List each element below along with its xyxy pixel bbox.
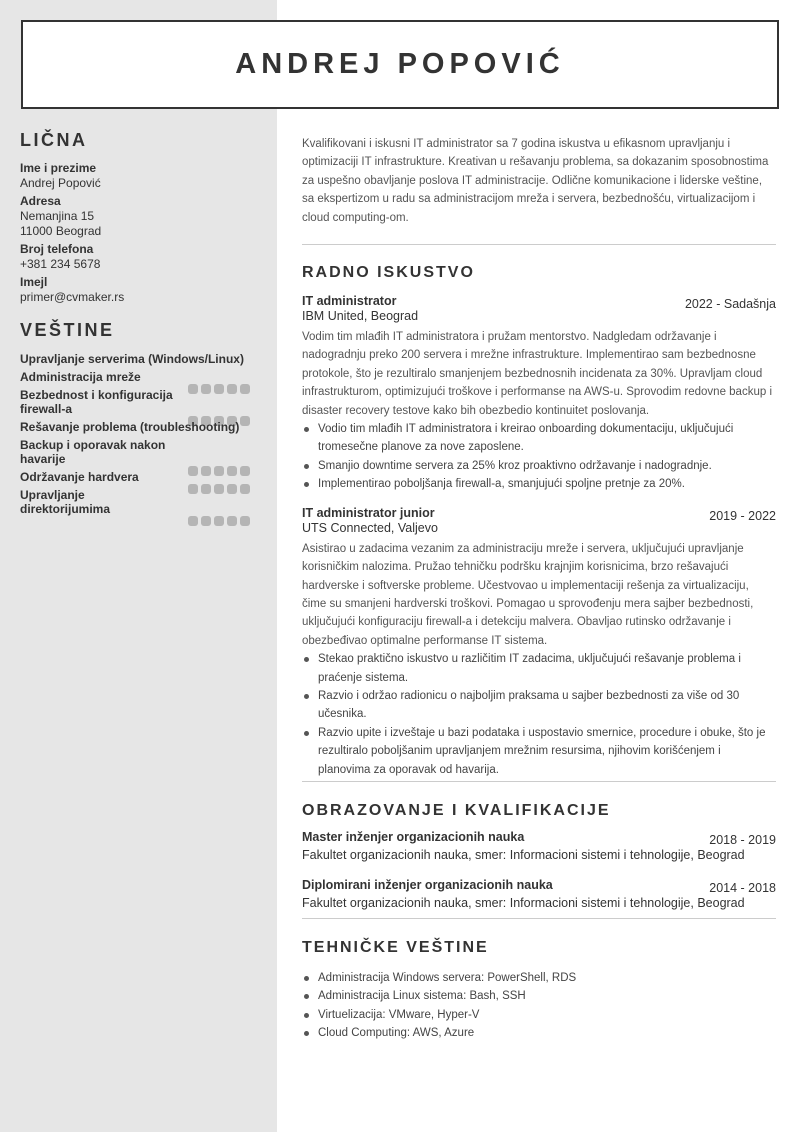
section-divider xyxy=(302,918,776,919)
rating-dot-icon xyxy=(188,466,198,476)
rating-dot-icon xyxy=(214,516,224,526)
job-header xyxy=(302,506,776,536)
skill-name: Bezbednost i konfiguracija firewall-a xyxy=(20,388,173,416)
list-item: Implementirao poboljšanja firewall-a, smanjujući spoljne pretnje za 20%. xyxy=(302,475,776,493)
education-entry xyxy=(302,878,776,910)
personal-label: Broj telefona xyxy=(20,242,94,256)
education-header xyxy=(302,878,776,896)
tech-skills-section-title: TEHNIČKE VEŠTINE xyxy=(302,938,489,956)
skills-list xyxy=(20,352,260,516)
skill-rating xyxy=(188,466,250,476)
skill-item xyxy=(20,438,260,466)
experience-section-title: RADNO ISKUSTVO xyxy=(302,264,475,282)
job-description: Vodim tim mlađih IT administratora i pružam mentorstvo. Nadgledam održavanje i nadogradnju preko 200 servera i mrežne infrastrukture. Implementirao sam bezbednosne protokole, što je rezultiralo smanjenjem bezbednosnih incidenata za 30%. Upravljam cloud infrastrukturom, optimizujući troškove i performanse na AWS-u. Sprovodim redovne backup i disaster recovery testove kako bih obezbedio kontinuitet poslovanja. xyxy=(302,331,772,417)
education-dates: 2018 - 2019 xyxy=(709,832,776,847)
personal-label: Ime i prezime xyxy=(20,161,97,175)
skill-name: Backup i oporavak nakon havarije xyxy=(20,438,166,466)
skill-rating xyxy=(188,484,250,494)
job-achievements xyxy=(302,420,776,494)
rating-dot-icon xyxy=(214,384,224,394)
job-header xyxy=(302,294,776,324)
skill-rating xyxy=(188,384,250,394)
list-item: Razvio upite i izveštaje u bazi podataka i uspostavio smernice, procedure i obuke, što je rezultiralo poboljšanim upravljanjem mrežnim resursima, njihovim korišćenjem i planovima za oporavak od havarija. xyxy=(302,724,776,779)
personal-value-name: Andrej Popović xyxy=(20,176,101,190)
skill-name: Održavanje hardvera xyxy=(20,470,139,484)
candidate-name: ANDREJ POPOVIĆ xyxy=(235,48,565,80)
personal-info xyxy=(20,161,260,305)
list-item: Razvio i održao radionicu o najboljim praksama u sajber bezbednosti za više od 30 učesnika. xyxy=(302,687,776,724)
education-school: Fakultet organizacionih nauka, smer: Informacioni sistemi i tehnologije, Beograd xyxy=(302,895,745,910)
rating-dot-icon xyxy=(227,384,237,394)
rating-dot-icon xyxy=(240,466,250,476)
job-title: IT administrator junior xyxy=(302,505,435,520)
profile-summary: Kvalifikovani i iskusni IT administrator sa 7 godina iskustva u efikasnom upravljanju i optimizaciji IT infrastrukture. Kreativan u rešavanju problema, sa dokazanim sposobnostima za uspešno obavljanje poslova IT administracije. Odlične komunikacione i liderske veštine, sa ekspertizom u radu sa administracijom mreža i servera, bezbednošću, virtualizacijom i cloud computing-om. xyxy=(302,138,769,224)
name-header xyxy=(21,20,779,109)
skill-item xyxy=(20,352,260,366)
education-degree: Diplomirani inženjer organizacionih nauka xyxy=(302,877,553,892)
section-divider xyxy=(302,781,776,782)
rating-dot-icon xyxy=(214,466,224,476)
personal-value-phone: +381 234 5678 xyxy=(20,257,101,271)
personal-label: Imejl xyxy=(20,275,48,289)
rating-dot-icon xyxy=(240,484,250,494)
list-item: Stekao praktično iskustvo u različitim IT zadacima, uključujući rešavanje problema i praćenje sistema. xyxy=(302,650,776,687)
education-school: Fakultet organizacionih nauka, smer: Informacioni sistemi i tehnologije, Beograd xyxy=(302,847,745,862)
rating-dot-icon xyxy=(227,484,237,494)
job-company: IBM United, Beograd xyxy=(302,309,419,324)
skill-name: Rešavanje problema (troubleshooting) xyxy=(20,420,240,434)
job-title-group xyxy=(302,506,438,536)
skill-item xyxy=(20,420,260,434)
personal-value-email: primer@cvmaker.rs xyxy=(20,290,125,304)
job-achievements xyxy=(302,650,776,779)
skill-name: Administracija mreže xyxy=(20,370,141,384)
list-item: Administracija Windows servera: PowerShell, RDS xyxy=(302,969,776,987)
rating-dot-icon xyxy=(201,466,211,476)
job-dates: 2019 - 2022 xyxy=(709,508,776,523)
rating-dot-icon xyxy=(201,516,211,526)
rating-dot-icon xyxy=(227,516,237,526)
education-entry xyxy=(302,830,776,862)
rating-dot-icon xyxy=(201,484,211,494)
job-company: UTS Connected, Valjevo xyxy=(302,520,438,535)
section-divider xyxy=(302,244,776,245)
education-header xyxy=(302,830,776,848)
rating-dot-icon xyxy=(188,516,198,526)
rating-dot-icon xyxy=(240,516,250,526)
skill-rating xyxy=(188,516,250,526)
rating-dot-icon xyxy=(188,484,198,494)
rating-dot-icon xyxy=(201,384,211,394)
list-item: Virtuelizacija: VMware, Hyper-V xyxy=(302,1006,776,1024)
list-item: Cloud Computing: AWS, Azure xyxy=(302,1024,776,1042)
main-content xyxy=(302,135,776,1043)
job-description: Asistirao u zadacima vezanim za administraciju mreže i servera, uključujući upravljanje korisničkim nalozima. Pružao tehničku podršku krajnjim korisnicima, brzo rešavajući hardverske i softverske probleme. Učestvovao u implementaciji rešenja za virtualizaciju, čime su smanjeni hardverski troškovi. Pomagao u sprovođenju mera sajber bezbednosti, uključujući konfiguraciju firewall-a i detekciju malvera. Obavljao rutinsko održavanje i obezbeđivao optimalne performanse IT sistema. xyxy=(302,542,754,647)
list-item: Vodio tim mlađih IT administratora i kreirao onboarding dokumentaciju, uključujući tromesečne planove za nove zaposlene. xyxy=(302,420,776,457)
tech-skills-list xyxy=(302,969,776,1043)
skills-section-title: VEŠTINE xyxy=(20,320,115,340)
personal-section-title: LIČNA xyxy=(20,130,88,150)
job-title-group xyxy=(302,294,418,324)
skill-item xyxy=(20,370,260,384)
job-entry xyxy=(302,294,776,494)
job-entry xyxy=(302,506,776,779)
job-title: IT administrator xyxy=(302,294,397,309)
skill-name: Upravljanje serverima (Windows/Linux) xyxy=(20,352,244,366)
sidebar xyxy=(20,130,260,520)
list-item: Administracija Linux sistema: Bash, SSH xyxy=(302,987,776,1005)
skill-name: Upravljanje direktorijumima xyxy=(20,488,111,516)
rating-dot-icon xyxy=(240,384,250,394)
list-item: Smanjio downtime servera za 25% kroz proaktivno održavanje i nadogradnje. xyxy=(302,457,776,475)
education-section-title: OBRAZOVANJE I KVALIFIKACIJE xyxy=(302,801,611,819)
job-dates: 2022 - Sadašnja xyxy=(684,297,776,312)
rating-dot-icon xyxy=(214,484,224,494)
rating-dot-icon xyxy=(227,466,237,476)
personal-label: Adresa xyxy=(20,194,61,208)
education-dates: 2014 - 2018 xyxy=(709,880,776,895)
rating-dot-icon xyxy=(188,384,198,394)
education-degree: Master inženjer organizacionih nauka xyxy=(302,829,525,844)
personal-value-address: Nemanjina 15 11000 Beograd xyxy=(20,209,102,238)
